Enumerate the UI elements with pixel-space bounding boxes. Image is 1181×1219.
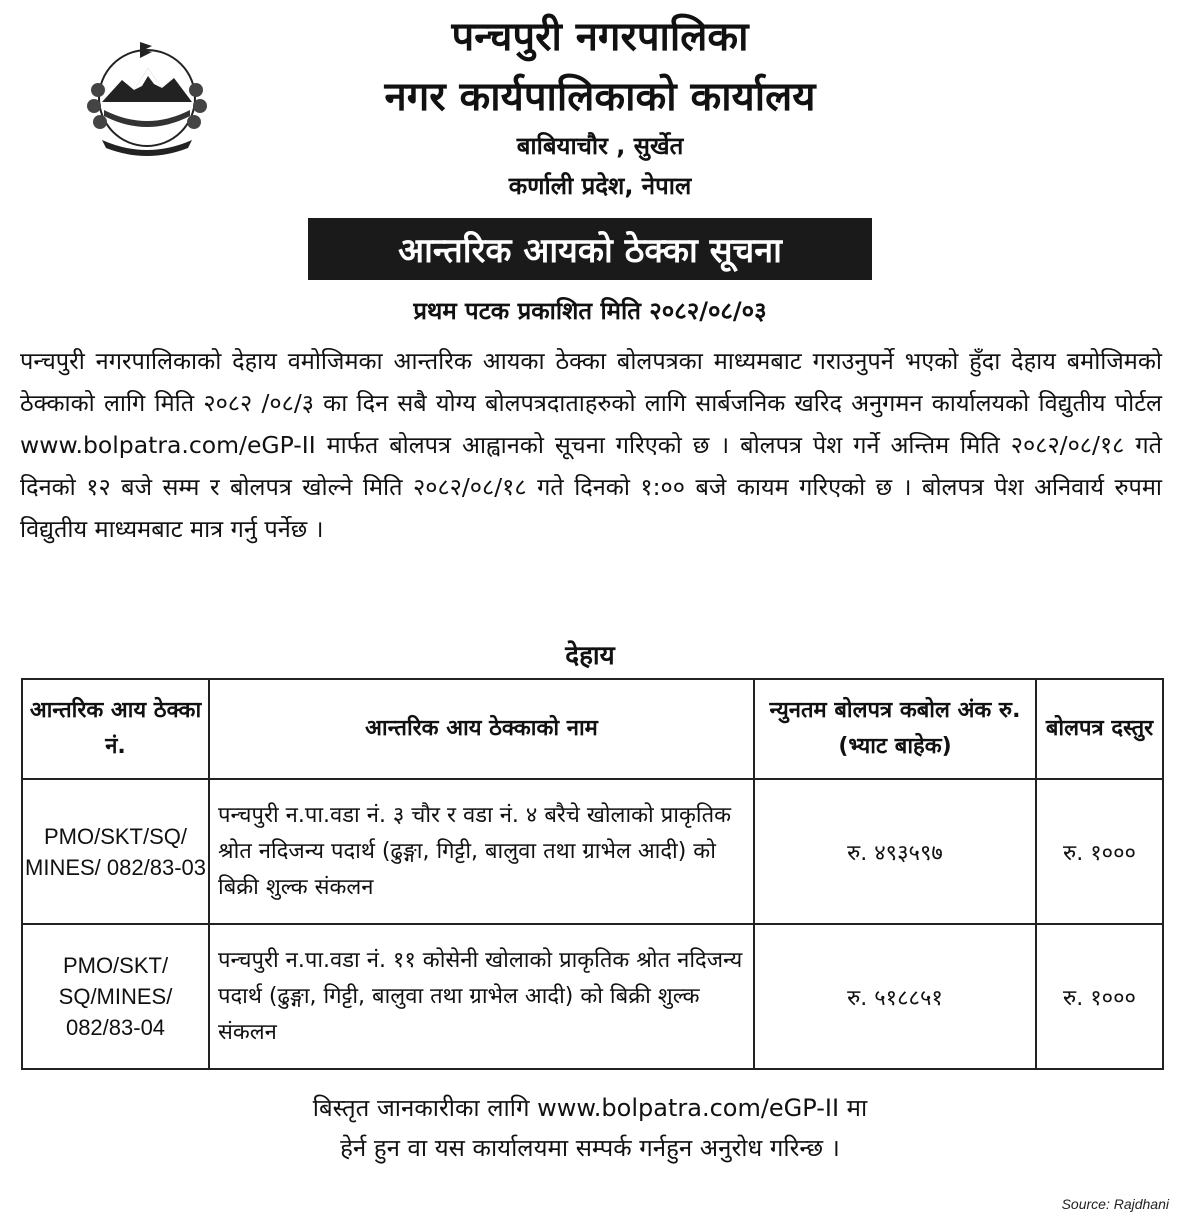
- header-contract-name: आन्तरिक आय ठेक्काको नाम: [209, 679, 754, 779]
- footer-note: [170, 1088, 1010, 1168]
- table-row: [22, 779, 1163, 924]
- office-province: कर्णाली प्रदेश, नेपाल: [508, 172, 692, 200]
- footer-line-2: हेर्न हुन वा यस कार्यालयमा सम्पर्क गर्नहुन अनुरोध गरिन्छ ।: [340, 1134, 840, 1162]
- municipality-name: पन्चपुरी नगरपालिका: [451, 14, 749, 60]
- fee-cell: रु. १०००: [1036, 924, 1163, 1069]
- publication-date: प्रथम पटक प्रकाशित मिति २०८२/०८/०३: [413, 297, 767, 325]
- fee-cell: रु. १०००: [1036, 779, 1163, 924]
- header-fee: बोलपत्र दस्तुर: [1036, 679, 1163, 779]
- office-location: बाबियाचौर , सुर्खेत: [516, 132, 684, 160]
- table-row: [22, 924, 1163, 1069]
- footer-line-1: बिस्तृत जानकारीका लागि www.bolpatra.com/eGP-II मा: [312, 1094, 868, 1122]
- notice-body: पन्चपुरी नगरपालिकाको देहाय वमोजिमका आन्तरिक आयका ठेक्का बोलपत्रका माध्यमबाट गराउनुपर्ने भएको हुँदा देहाय बमोजिमको ठेक्काको लागि मिति २०८२ /०८/३ का दिन सबै योग्य बोलपत्रदाताहरुको लागि सार्बजनिक खरिद अनुगमन कार्यालयको विद्युतीय पोर्टल www.bolpatra.com/eGP-II मार्फत बोलपत्र आह्वानको सूचना गरिएको छ । बोलपत्र पेश गर्ने अन्तिम मिति २०८२/०८/१८ गते दिनको १२ बजे सम्म र बोलपत्र खोल्ने मिति २०८२/०८/१८ गते दिनको १:०० बजे कायम गरिएको छ । बोलपत्र पेश अनिवार्य रुपमा विद्युतीय माध्यमबाट मात्र गर्नु पर्नेछ ।: [20, 347, 1162, 543]
- min-bid-cell: रु. ५१८८५१: [754, 924, 1036, 1069]
- header-min-bid: न्युनतम बोलपत्र कबोल अंक रु. (भ्याट बाहेक): [754, 679, 1036, 779]
- tender-table: [21, 678, 1164, 1070]
- contract-no-cell: PMO/SKT/ SQ/MINES/ 082/83-04: [22, 924, 209, 1069]
- office-name: नगर कार्यपालिकाको कार्यालय: [384, 74, 816, 120]
- table-header-row: [22, 679, 1163, 779]
- nepal-government-emblem-icon: [82, 40, 212, 160]
- table-heading: देहाय: [565, 641, 615, 671]
- header-contract-no: आन्तरिक आय ठेक्का नं.: [22, 679, 209, 779]
- min-bid-cell: रु. ४९३५९७: [754, 779, 1036, 924]
- contract-name-cell: पन्चपुरी न.पा.वडा नं. ११ कोसेनी खोलाको प्राकृतिक श्रोत नदिजन्य पदार्थ (ढुङ्गा, गिट्टी, बालुवा तथा ग्राभेल आदी) को बिक्री शुल्क संकलन: [209, 924, 754, 1069]
- notice-title: आन्तरिक आयको ठेक्का सूचना: [308, 218, 872, 280]
- source-credit: Source: Rajdhani: [1061, 1196, 1169, 1212]
- contract-name-cell: पन्चपुरी न.पा.वडा नं. ३ चौर र वडा नं. ४ बरैचे खोलाको प्राकृतिक श्रोत नदिजन्य पदार्थ (ढुङ्गा, गिट्टी, बालुवा तथा ग्राभेल आदी) को बिक्री शुल्क संकलन: [209, 779, 754, 924]
- contract-no-cell: PMO/SKT/SQ/ MINES/ 082/83-03: [22, 779, 209, 924]
